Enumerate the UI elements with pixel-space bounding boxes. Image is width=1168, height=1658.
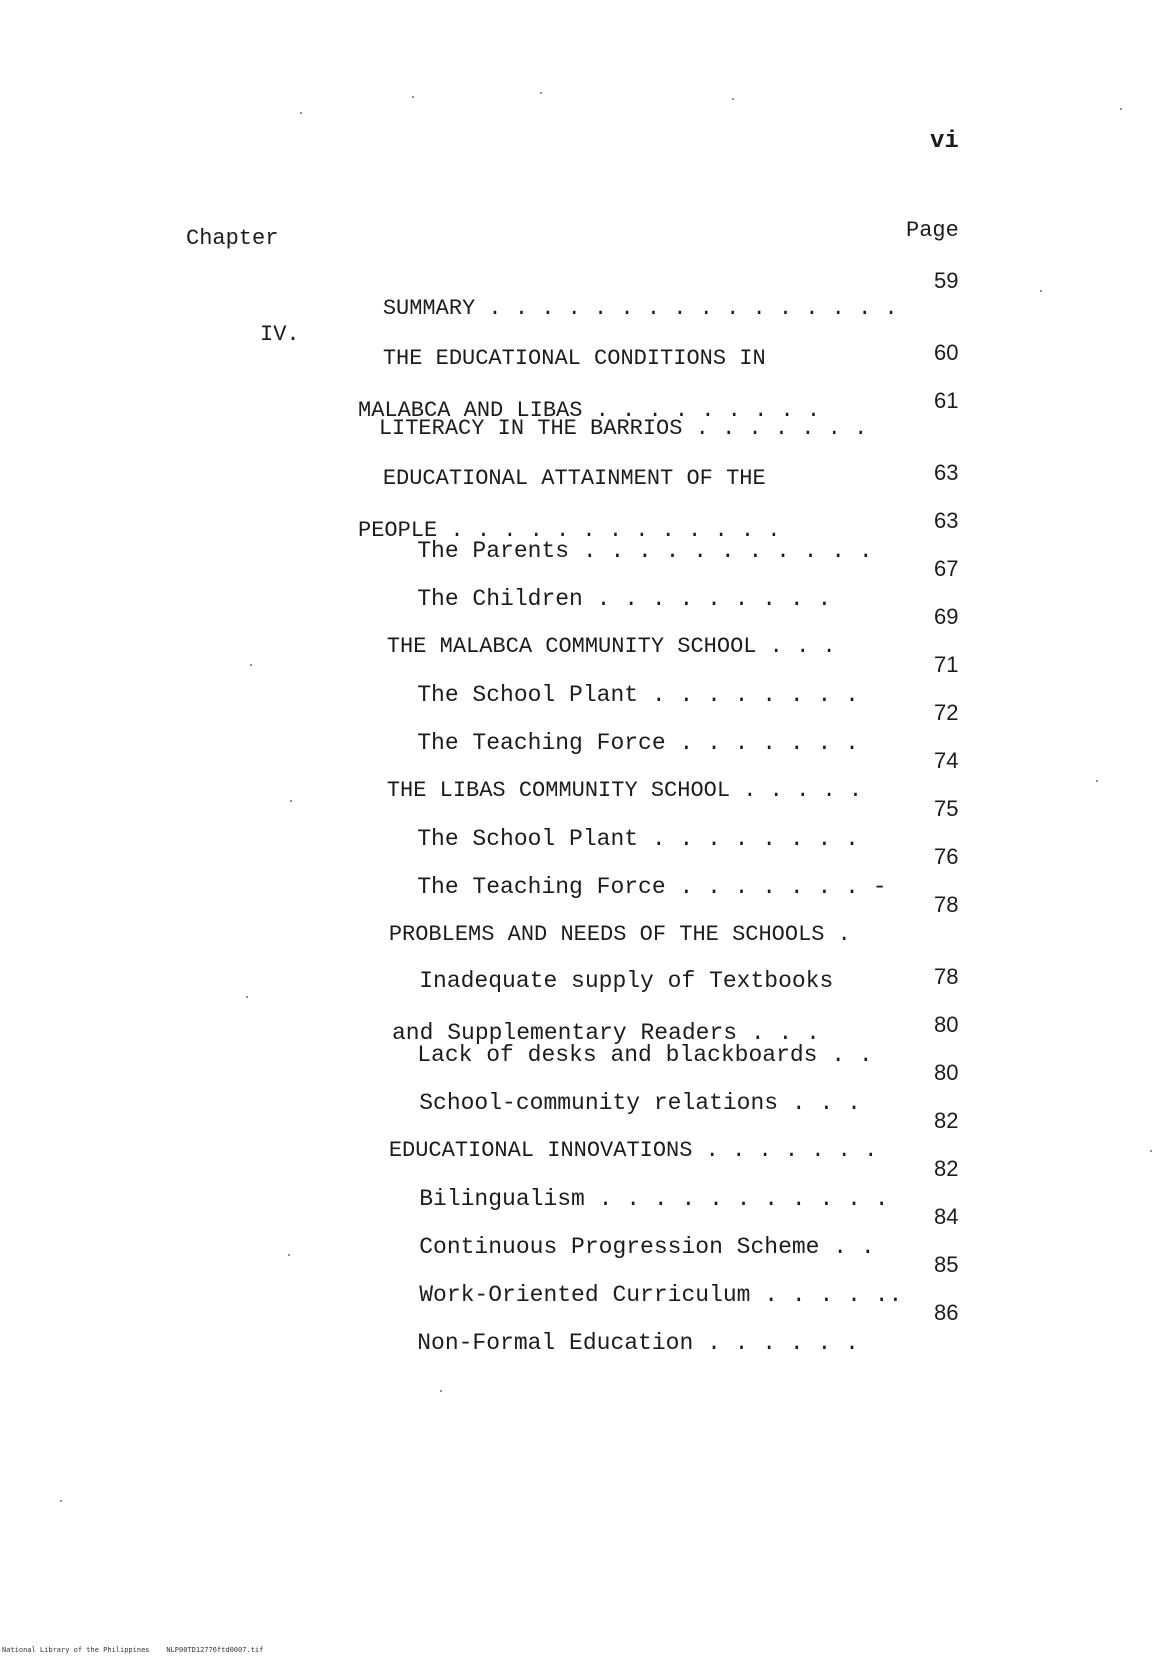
scan-speck <box>300 112 302 114</box>
toc-entry-page: 76 <box>934 844 959 869</box>
toc-entry-title: THE EDUCATIONAL CONDITIONS IN <box>382 346 766 371</box>
scan-speck <box>1120 108 1122 110</box>
toc-entry-title: Work-Oriented Curriculum . . . . .. <box>419 1282 903 1308</box>
toc-entry-title: EDUCATIONAL ATTAINMENT OF THE <box>382 466 766 491</box>
toc-entry-title-continued: and Supplementary Readers . . . <box>392 1020 820 1046</box>
toc-entry-page: 78 <box>934 964 959 989</box>
toc-entry-title: Lack of desks and blackboards . . <box>417 1042 873 1068</box>
toc-entry-page: 80 <box>934 1012 959 1037</box>
scan-speck <box>540 92 542 94</box>
toc-entry-title: SUMMARY . . . . . . . . . . . . . . . . <box>382 296 898 321</box>
toc-entry-page: 60 <box>934 340 959 365</box>
toc-entry-title: Continuous Progression Scheme . . <box>419 1234 875 1260</box>
scan-speck <box>288 1254 290 1256</box>
toc-entry-page: 75 <box>934 796 959 821</box>
toc-entry-title: Bilingualism . . . . . . . . . . . <box>419 1186 889 1212</box>
toc-entry-title: The Teaching Force . . . . . . . - <box>417 874 887 900</box>
toc-entry-page: 63 <box>934 508 959 533</box>
toc-entry-page: 72 <box>934 700 959 725</box>
toc-entry-title: Non-Formal Education . . . . . . <box>417 1330 859 1356</box>
scan-speck <box>250 664 252 666</box>
page-column-header: Page <box>906 218 959 243</box>
scan-speck <box>440 1390 442 1392</box>
toc-entry-page: 61 <box>934 388 959 413</box>
scan-footer: National Library of the Philippines NLP00TD12776ftd0007.tif <box>2 1646 264 1654</box>
toc-entry-page: 85 <box>934 1252 959 1277</box>
scan-speck <box>246 996 248 998</box>
toc-entry-title: THE MALABCA COMMUNITY SCHOOL . . . <box>386 634 836 659</box>
toc-entry-title: The School Plant . . . . . . . . <box>417 826 859 852</box>
toc-entry-page: 63 <box>934 460 959 485</box>
chapter-number: IV. <box>260 322 300 347</box>
toc-entry-page: 78 <box>934 892 959 917</box>
scan-speck <box>1040 290 1042 292</box>
toc-entry-page: 69 <box>934 604 959 629</box>
toc-entry-title: LITERACY IN THE BARRIOS . . . . . . . <box>378 416 868 441</box>
toc-entry-title-continued: PEOPLE . . . . . . . . . . . . . <box>358 518 781 543</box>
toc-entry-page: 86 <box>934 1300 959 1325</box>
scan-speck <box>732 98 734 100</box>
toc-entry-page: 82 <box>934 1156 959 1181</box>
page-number: vi <box>930 128 959 155</box>
toc-entry-title: The School Plant . . . . . . . . <box>417 682 859 708</box>
toc-entry-page: 82 <box>934 1108 959 1133</box>
toc-entry-page: 84 <box>934 1204 959 1229</box>
toc-entry-title: PROBLEMS AND NEEDS OF THE SCHOOLS . <box>388 922 851 947</box>
toc-entry-page: 67 <box>934 556 959 581</box>
toc-entry-title: THE LIBAS COMMUNITY SCHOOL . . . . . <box>386 778 863 803</box>
toc-entry-title: School-community relations . . . <box>419 1090 861 1116</box>
scan-speck <box>1096 780 1098 782</box>
toc-entry-title-continued: MALABCA AND LIBAS . . . . . . . . . <box>358 398 821 423</box>
toc-entry-page: 80 <box>934 1060 959 1085</box>
scan-speck <box>290 800 292 802</box>
chapter-column-header: Chapter <box>186 226 279 251</box>
scan-speck <box>60 1500 62 1502</box>
scan-speck <box>1150 1150 1152 1152</box>
scan-speck <box>412 96 414 98</box>
toc-entry-title: EDUCATIONAL INNOVATIONS . . . . . . . <box>388 1138 878 1163</box>
toc-entry-title: Inadequate supply of Textbooks <box>419 968 834 994</box>
toc-entry-title: The Teaching Force . . . . . . . <box>417 730 859 756</box>
toc-entry-page: 71 <box>934 652 959 677</box>
toc-entry-title: The Parents . . . . . . . . . . . <box>417 538 873 564</box>
toc-entry-non-formal-education <box>362 1304 859 1382</box>
toc-entry-title: The Children . . . . . . . . . <box>417 586 832 612</box>
toc-entry-page: 74 <box>934 748 959 773</box>
toc-entry-page: 59 <box>934 268 959 293</box>
